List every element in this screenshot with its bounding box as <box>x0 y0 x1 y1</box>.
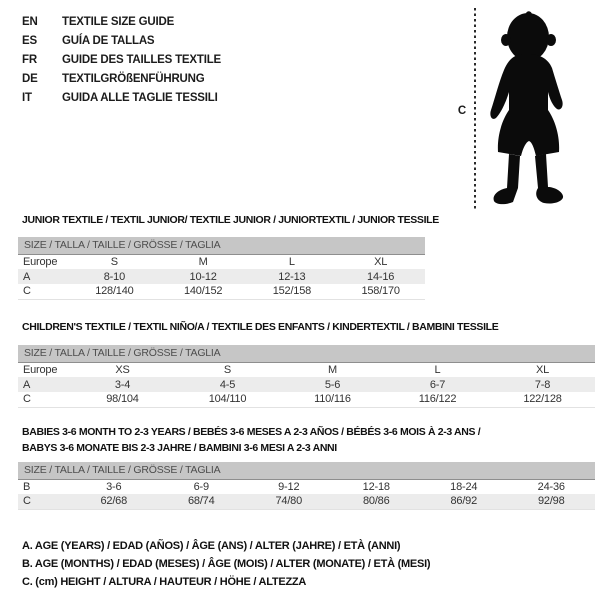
table-cell: 128/140 <box>70 284 159 299</box>
lang-text-fr: GUIDE DES TAILLES TEXTILE <box>62 53 221 66</box>
table-cell: 9-12 <box>278 480 300 493</box>
table-cell: 68/74 <box>158 494 246 509</box>
table-cell: 6-9 <box>193 480 209 493</box>
table-cell: 3-6 <box>106 480 122 493</box>
table-cell: 6-7 <box>385 377 490 392</box>
table-cell: 10-12 <box>159 269 248 284</box>
table-cell: 140/152 <box>159 284 248 299</box>
babies-title-line-2: BABYS 3-6 MONATE BIS 2-3 JAHRE / BAMBINI 3-6 MESI A 2-3 ANNI <box>22 442 337 454</box>
table-cell: 92/98 <box>508 494 596 509</box>
lang-code-it: IT <box>22 91 32 104</box>
lang-text-es: GUÍA DE TALLAS <box>62 34 155 47</box>
table-cell: S <box>223 363 232 376</box>
children-table-title: CHILDREN'S TEXTILE / TEXTIL NIÑO/A / TEXTILE DES ENFANTS / KINDERTEXTIL / BAMBINI TESSILE <box>22 321 499 333</box>
footnotes <box>22 537 430 591</box>
babies-title-line-1: BABIES 3-6 MONTH TO 2-3 YEARS / BEBÉS 3-6 MESES A 2-3 AÑOS / BÉBÉS 3-6 MOIS À 2-3 ANS / <box>22 426 481 438</box>
table-cell: C <box>18 284 70 299</box>
junior-table-container <box>18 237 425 300</box>
table-cell: M <box>328 363 337 376</box>
lang-row-de <box>22 69 221 88</box>
lang-row-en <box>22 12 221 31</box>
table-cell: Europe <box>23 255 58 268</box>
children-row-a <box>18 377 595 392</box>
table-cell: 12-18 <box>362 480 390 493</box>
lang-code-en: EN <box>22 15 38 28</box>
children-size-header-bar: SIZE / TALLA / TAILLE / GRÖSSE / TAGLIA <box>18 345 595 362</box>
table-cell: L <box>434 363 441 376</box>
table-cell: 98/104 <box>70 392 175 407</box>
lang-code-de: DE <box>22 72 38 85</box>
lang-text-de: TEXTILGRÖßENFÜHRUNG <box>62 72 205 85</box>
footnote-b: B. AGE (MONTHS) / EDAD (MESES) / ÂGE (MOIS) / ALTER (MONATE) / ETÀ (MESI) <box>22 558 431 570</box>
children-row-europe <box>18 362 595 377</box>
table-cell: 122/128 <box>490 392 595 407</box>
footnote-c: C. (cm) HEIGHT / ALTURA / HAUTEUR / HÖHE / ALTEZZA <box>22 576 307 588</box>
junior-table-title: JUNIOR TEXTILE / TEXTIL JUNIOR/ TEXTILE JUNIOR / JUNIORTEXTIL / JUNIOR TESSILE <box>22 214 439 226</box>
table-cell: 8-10 <box>70 269 159 284</box>
table-cell: 62/68 <box>70 494 158 509</box>
height-label: C <box>457 105 467 117</box>
lang-row-es <box>22 31 221 50</box>
table-cell: 74/80 <box>245 494 333 509</box>
junior-size-header-bar: SIZE / TALLA / TAILLE / GRÖSSE / TAGLIA <box>18 237 425 254</box>
table-cell: S <box>110 255 118 268</box>
table-cell: 116/122 <box>385 392 490 407</box>
table-cell: 12-13 <box>248 269 337 284</box>
height-dashed-line <box>474 8 476 210</box>
table-cell: XS <box>115 363 130 376</box>
table-cell: XL <box>535 363 550 376</box>
junior-row-c <box>18 284 425 299</box>
table-cell: C <box>18 494 70 509</box>
table-cell: 24-36 <box>537 480 565 493</box>
babies-table-container <box>18 462 595 510</box>
junior-row-a <box>18 269 425 284</box>
lang-text-it: GUIDA ALLE TAGLIE TESSILI <box>62 91 218 104</box>
lang-row-fr <box>22 50 221 69</box>
table-cell: M <box>198 255 208 268</box>
table-cell: 3-4 <box>70 377 175 392</box>
children-size-table <box>18 345 595 408</box>
footnote-a: A. AGE (YEARS) / EDAD (AÑOS) / ÂGE (ANS) / ALTER (JAHRE) / ETÀ (ANNI) <box>22 540 401 552</box>
table-cell: 104/110 <box>175 392 280 407</box>
language-list <box>22 12 221 107</box>
table-cell: 7-8 <box>490 377 595 392</box>
babies-row-c <box>18 494 595 509</box>
lang-code-fr: FR <box>22 53 37 66</box>
babies-size-table <box>18 462 595 510</box>
children-row-c <box>18 392 595 407</box>
table-cell: 18-24 <box>450 480 478 493</box>
table-cell: A <box>18 269 70 284</box>
table-cell: 5-6 <box>280 377 385 392</box>
babies-size-header-bar: SIZE / TALLA / TAILLE / GRÖSSE / TAGLIA <box>18 462 595 479</box>
table-cell: 110/116 <box>280 392 385 407</box>
table-cell: 86/92 <box>420 494 508 509</box>
table-cell: B <box>23 480 31 493</box>
lang-row-it <box>22 88 221 107</box>
table-cell: L <box>288 255 295 268</box>
children-table-container <box>18 345 595 408</box>
table-cell: 80/86 <box>333 494 421 509</box>
table-cell: XL <box>374 255 388 268</box>
junior-size-table <box>18 237 425 300</box>
table-cell: C <box>18 392 70 407</box>
table-cell: 4-5 <box>175 377 280 392</box>
table-cell: 158/170 <box>336 284 425 299</box>
table-cell: A <box>18 377 70 392</box>
table-cell: Europe <box>23 363 58 376</box>
table-cell: 14-16 <box>336 269 425 284</box>
baby-silhouette-icon <box>482 6 578 210</box>
table-cell: 152/158 <box>248 284 337 299</box>
lang-code-es: ES <box>22 34 37 47</box>
babies-table-title <box>22 424 480 456</box>
babies-row-b <box>18 479 595 494</box>
lang-text-en: TEXTILE SIZE GUIDE <box>62 15 175 28</box>
junior-row-europe <box>18 254 425 269</box>
